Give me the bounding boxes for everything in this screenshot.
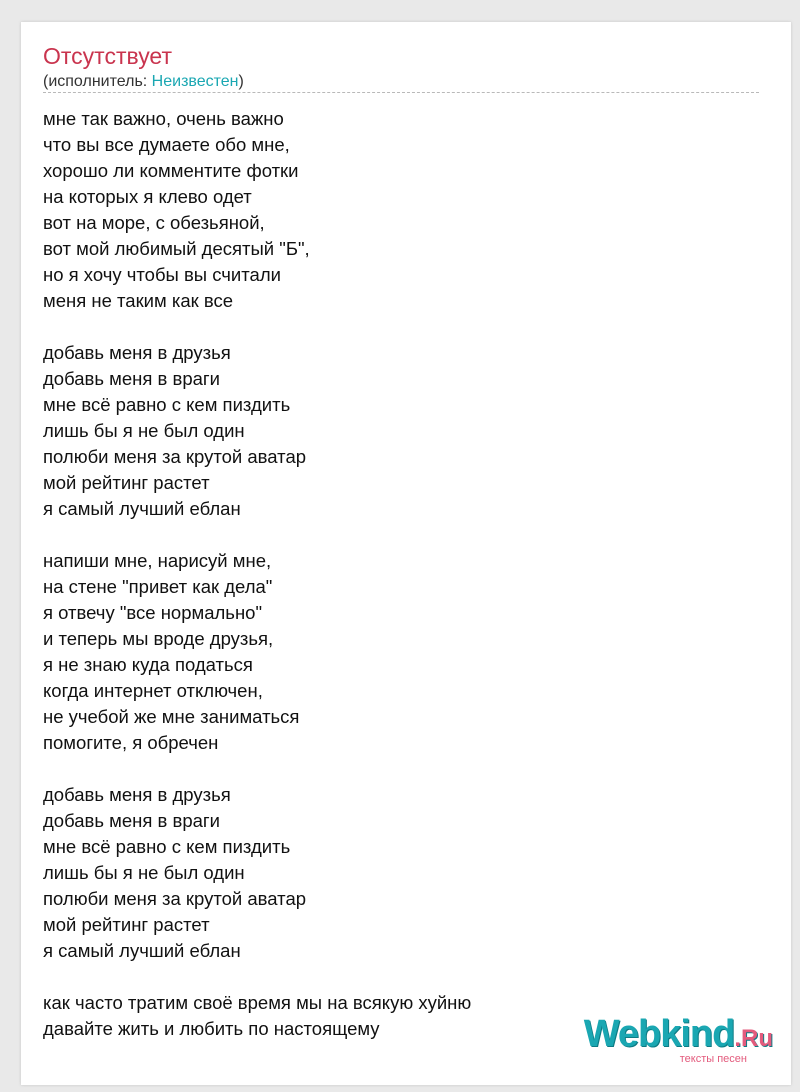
lyric-line: мне так важно, очень важно (43, 108, 284, 129)
lyric-line: мой рейтинг растет (43, 472, 210, 493)
lyrics-text (43, 106, 743, 1068)
lyrics-stanza (43, 340, 743, 522)
lyric-line: мой рейтинг растет (43, 914, 210, 935)
lyric-line: не учебой же мне заниматься (43, 706, 300, 727)
lyric-line: лишь бы я не был один (43, 420, 245, 441)
lyric-line: добавь меня в враги (43, 368, 220, 389)
lyrics-stanza (43, 106, 743, 314)
lyric-line: полюби меня за крутой аватар (43, 888, 307, 909)
artist-link[interactable]: Неизвестен (151, 73, 239, 90)
lyric-line: лишь бы я не был один (43, 862, 245, 883)
lyric-line: я самый лучший еблан (43, 940, 241, 961)
lyric-line: вот на море, с обезьяной, (43, 212, 265, 233)
lyrics-card (21, 22, 791, 1085)
lyric-line: мне всё равно с кем пиздить (43, 394, 291, 415)
lyric-line: напиши мне, нарисуй мне, (43, 550, 272, 571)
lyric-line: мне всё равно с кем пиздить (43, 836, 291, 857)
lyric-line: я отвечу "все нормально" (43, 602, 263, 623)
lyric-line: на которых я клево одет (43, 186, 252, 207)
logo-tld: .Ru (734, 1025, 773, 1052)
logo-subtitle: тексты песен (679, 1053, 747, 1065)
artist-prefix: (исполнитель: (43, 73, 152, 90)
artist-line (43, 72, 244, 92)
lyric-line: добавь меня в друзья (43, 784, 231, 805)
logo-main-text: Webkind (583, 1013, 735, 1055)
lyric-line: вот мой любимый десятый "Б", (43, 238, 310, 259)
lyric-line: добавь меня в враги (43, 810, 220, 831)
artist-suffix: ) (238, 73, 244, 90)
site-logo[interactable] (584, 1014, 773, 1065)
lyric-line: хорошо ли комментите фотки (43, 160, 299, 181)
lyrics-stanza (43, 782, 743, 964)
lyric-line: что вы все думаете обо мне, (43, 134, 290, 155)
lyric-line: помогите, я обречен (43, 732, 219, 753)
lyrics-stanza (43, 548, 743, 756)
lyric-line: как часто тратим своё время мы на всякую хуйню (43, 992, 472, 1013)
lyric-line: полюби меня за крутой аватар (43, 446, 307, 467)
song-title: Отсутствует (43, 43, 172, 69)
lyric-line: на стене "привет как дела" (43, 576, 273, 597)
lyric-line: я самый лучший еблан (43, 498, 241, 519)
lyric-line: меня не таким как все (43, 290, 234, 311)
lyric-line: я не знаю куда податься (43, 654, 253, 675)
lyric-line: когда интернет отключен, (43, 680, 263, 701)
dashed-divider (43, 92, 759, 93)
lyric-line: добавь меня в друзья (43, 342, 231, 363)
lyric-line: и теперь мы вроде друзья, (43, 628, 274, 649)
lyric-line: давайте жить и любить по настоящему (43, 1018, 380, 1039)
lyric-line: но я хочу чтобы вы считали (43, 264, 281, 285)
